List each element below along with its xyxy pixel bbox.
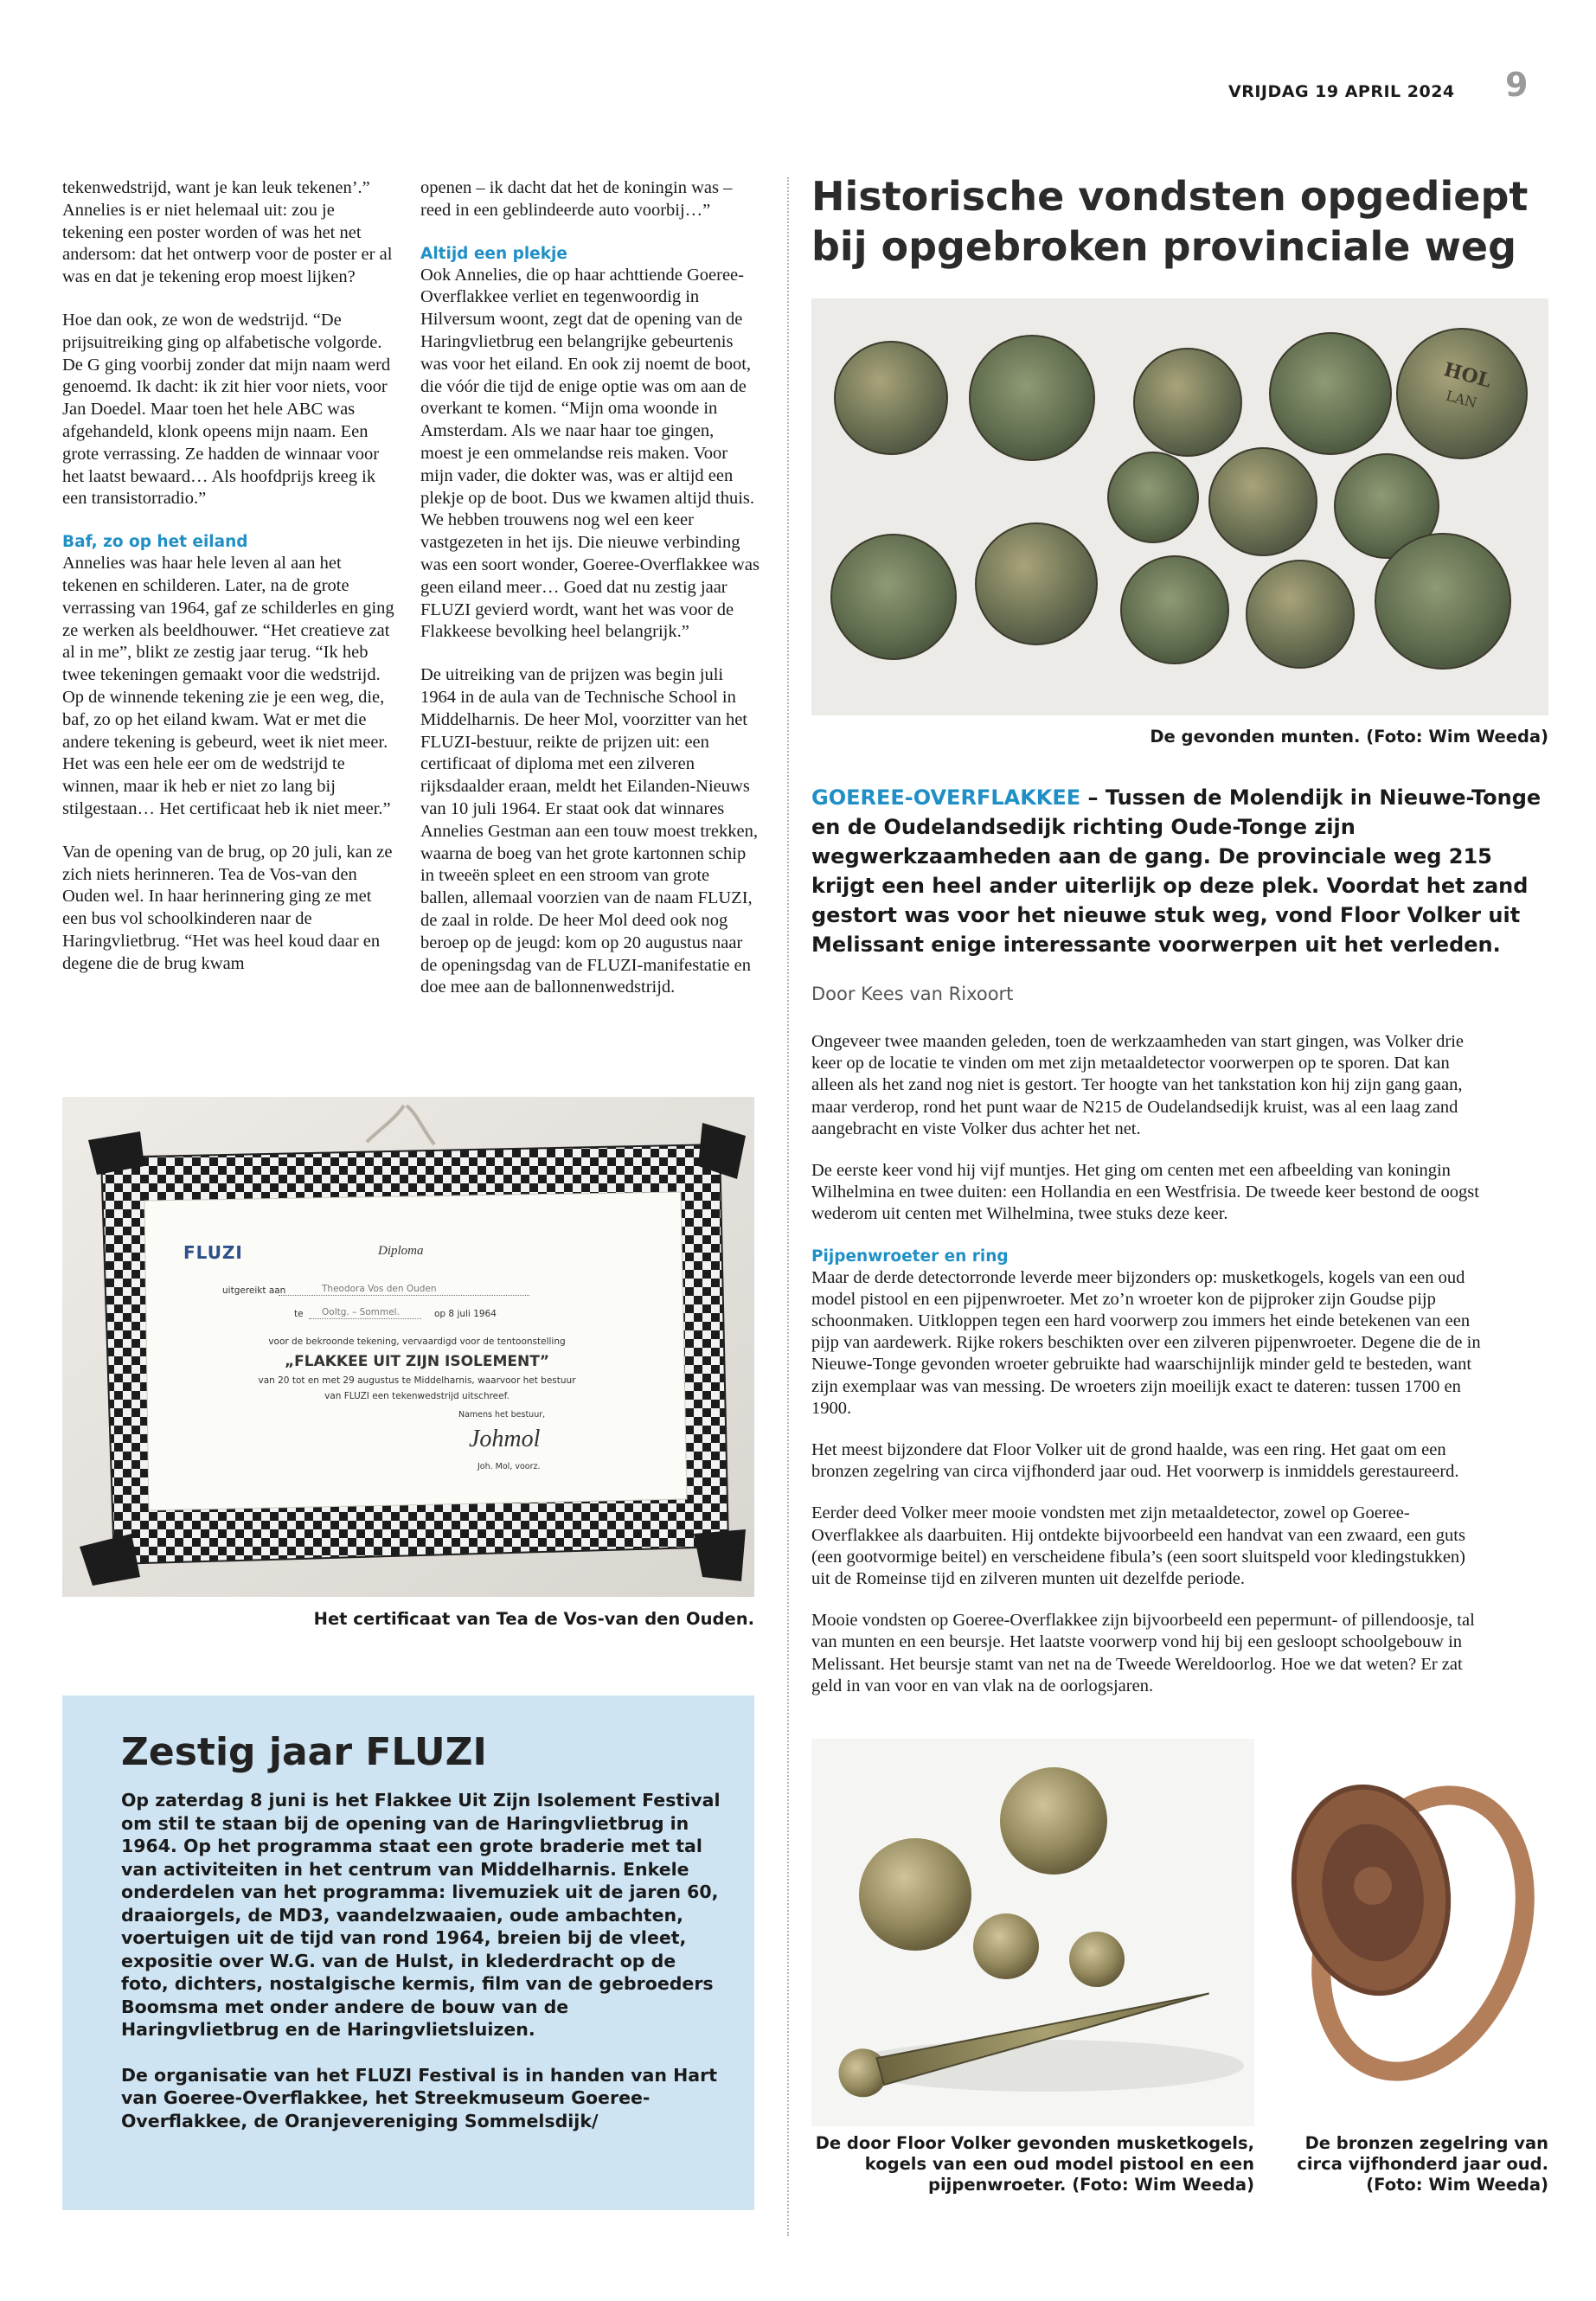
certificate-exhibition: „FLAKKEE UIT ZIJN ISOLEMENT” bbox=[284, 1353, 550, 1370]
subheading: Pijpenwroeter en ring bbox=[811, 1247, 1009, 1266]
certificate-awarded-value: Theodora Vos den Ouden bbox=[322, 1284, 437, 1294]
coin-mark: HOL bbox=[1441, 358, 1494, 393]
paragraph: Ongeveer twee maanden geleden, toen de werkzaamheden van start gingen, was Volker drie keer op de locatie te vinden om met zijn metaaldetector voorwerpen op te sporen. Dat kan alleen als het zand nog niet is gestort. Ter hoogte van het tankstation kon hij zijn gang gaan, maar verderop, rond het punt waar de N215 de Oudelandsedijk kruist, was al een laag zand aangebracht en viste Volker dus achter het net. bbox=[811, 1032, 1465, 1138]
certificate-illustration bbox=[62, 1097, 754, 1597]
coins-photo bbox=[811, 298, 1548, 715]
paragraph: tekenwedstrijd, want je kan leuk tekenen’.” Annelies is er niet helemaal uit: zou je tekening een poster worden of was het net andersom: dat het ontwerp voor de poster er al was en dat je tekening erop moest lijken? bbox=[62, 178, 393, 287]
headline: Historische vondsten opgediept bij opgebroken provinciale weg bbox=[811, 173, 1529, 270]
right-article-body bbox=[811, 1031, 1486, 1717]
lead-place: GOEREE-OVERFLAKKEE bbox=[811, 785, 1081, 810]
paragraph: Van de opening van de brug, op 20 juli, kan ze zich niets herinneren. Tea de Vos-van den Ouden wel. In haar herinnering ging ze met een bus vol schoolkinderen naar de Haringvlietbrug. “Het was heel koud daar en degene die de brug kwam bbox=[62, 842, 393, 973]
paragraph: Hoe dan ook, ze won de wedstrijd. “De prijsuitreiking ging op alfabetische volgorde. De G ging voorbij zonder dat mijn naam werd genoemd. Ik dacht: ik zit hier voor niets, voor Jan Doedel. Maar toen het hele ABC was afgehandeld, klonk opeens mijn naam. Een grote verrassing. Ze hadden de winnaar voor het laatst bewaard… Als hoofdprijs kreeg ik een transistorradio.” bbox=[62, 310, 391, 509]
certificate-line bbox=[309, 1318, 421, 1319]
certificate-date: op 8 juli 1964 bbox=[434, 1309, 497, 1319]
lead-text: – Tussen de Molendijk in Nieuwe-Tonge en de Oudelandsedijk richting Oude-Tonge zijn wegwerkzaamheden aan de gang. De provinciale weg 215 krijgt een heel ander uiterlijk op deze plek. Voordat het zand gestort was voor het nieuwe stuk weg, vond Floor Volker uit Melissant enige interessante voorwerpen uit het verleden. bbox=[811, 785, 1542, 957]
column-divider bbox=[787, 177, 789, 2236]
paragraph: De eerste keer vond hij vijf muntjes. Het ging om centen met een afbeelding van koningin Wilhelmina en twee duiten: een Hollandia en een Westfrisia. De tweede keer bestond de oogst wederom uit centen met Wilhelmina, twee stuks deze keer. bbox=[811, 1161, 1479, 1224]
coin-mark: LAN bbox=[1444, 387, 1479, 412]
certificate-board-label: Namens het bestuur, bbox=[458, 1410, 546, 1420]
musket-ball bbox=[1000, 1767, 1107, 1875]
certificate-awarded-label: uitgereikt aan bbox=[222, 1285, 286, 1296]
paragraph: Ook Annelies, die op haar achttiende Goeree-Overflakkee verliet en tegenwoordig in Hilversum woont, zegt dat de opening van de Haringvlietbrug een belangrijke gebeurtenis was voor het eiland. En ook zij noemt de boot, die vóór die tijd de enige optie was om aan de overkant te komen. “Mijn oma woonde in Amsterdam. Als we naar haar toe gingen, moest je een ommelandse reis maken. Voor mijn vader, die dokter was, was er altijd een plekje op de boot. Dus we kwamen altijd thuis. We hebben trouwens nog wel een keer vastgezeten in het ijs. Die nieuwe verbinding was een soort wonder, Goeree-Overflakkee was geen eiland meer… Goed dat nu zestig jaar FLUZI gevierd wordt, want het was voor de Flakkeese bevolking heel belangrijk.” bbox=[420, 265, 760, 642]
certificate-caption: Het certificaat van Tea de Vos-van den Ouden. bbox=[313, 1609, 754, 1629]
certificate-place-label: te bbox=[294, 1309, 304, 1319]
box-body bbox=[121, 1789, 727, 2155]
fluzi-info-box bbox=[62, 1695, 754, 2210]
certificate-logo: FLUZI bbox=[183, 1242, 243, 1263]
certificate-line-2: van 20 tot en met 29 augustus te Middelharnis, waarvoor het bestuur bbox=[258, 1375, 576, 1386]
paragraph: Mooie vondsten op Goeree-Overflakkee zijn bijvoorbeeld een pepermunt- of pillendoosje, tal van munten en een beursje. Het laatste voorwerp vond hij bij een gesloopt schoolgebouw in Melissant. Het beursje stamt van net na de Tweede Wereldoorlog. Hoe we dat weten? Er zat geld in van voor en van vlak na de oorlogsjaren. bbox=[811, 1611, 1475, 1695]
certificate-signature: Johmol bbox=[469, 1426, 541, 1452]
musket-balls-illustration bbox=[811, 1739, 1254, 2126]
coins-caption: De gevonden munten. (Foto: Wim Weeda) bbox=[1150, 727, 1548, 747]
paragraph: Annelies was haar hele leven al aan het tekenen en schilderen. Later, na de grote verrassing van 1964, gaf ze schilderles en ging ze werken als beeldhouwer. “Het creatieve zat al in me”, blikt ze zestig jaar terug. “Ik heb twee tekeningen gemaakt voor die wedstrijd. Op de winnende tekening zie je een weg, die, baf, zo op het eiland kwam. Wat er met die andere tekening is gebeurd, weet ik niet meer. Het was een hele eer om de wedstrijd te winnen, maar ik heb er niet zo lang bij stilgestaan… Het certificaat heb ik niet meer.” bbox=[62, 554, 394, 818]
musket-ball bbox=[973, 1913, 1039, 1979]
musket-balls-caption: De door Floor Volker gevonden musketkogels, kogels van een oud model pistool en een pijpenwroeter. (Foto: Wim Weeda) bbox=[815, 2133, 1254, 2195]
subheading: Altijd een plekje bbox=[420, 244, 567, 263]
box-title: Zestig jaar FLUZI bbox=[121, 1730, 487, 1774]
paragraph: openen – ik dacht dat het de koningin was – reed in een geblindeerde auto voorbij…” bbox=[420, 178, 733, 220]
coins-illustration bbox=[811, 298, 1548, 715]
paragraph: De uitreiking van de prijzen was begin juli 1964 in de aula van de Technische School in Middelharnis. De heer Mol, voorzitter van het FLUZI-bestuur, reikte de prijzen uit: een certificaat of diploma met een zilveren rijksdaalder eraan, meldt het Eilanden-Nieuws van 10 juli 1964. Er staat ook dat winnares Annelies Gestman aan een touw moest trekken, waarna de boeg van het grote kartonnen schip in tweeën spleet en een stroom van grote ballen, allemaal voorzien van de naam FLUZI, de zaal in rolde. De heer Mol deed ook nog beroep op de jeugd: kom op 20 augustus naar de openingsdag van de FLUZI-manifestatie en doe mee aan de ballonnenwedstrijd. bbox=[420, 665, 758, 997]
certificate-signer: Joh. Mol, voorz. bbox=[478, 1462, 541, 1471]
page-number: 9 bbox=[1505, 66, 1529, 104]
ring-photo bbox=[1276, 1730, 1548, 2126]
byline: Door Kees van Rixoort bbox=[811, 984, 1014, 1004]
certificate-line-1: voor de bekroonde tekening, vervaardigd voor de tentoonstelling bbox=[268, 1336, 566, 1347]
musket-ball bbox=[859, 1838, 971, 1951]
paragraph: Maar de derde detectorronde leverde meer bijzonders op: musketkogels, kogels van een oud model pistool en een pijpenwroeter. Met zo’n wroeter kon de pijproker zijn Goudse pijp schoonmaken. Uitkloppen tegen een hard voorwerp zou immers het einde betekenen van een pijp van aardewerk. Rijke rokers beschikten over een zilveren pijpenwroeter. Degene die de in Nieuwe-Tonge gevonden wroeter gebruikte had waarschijnlijk minder geld te besteden, want zijn exemplaar was van messing. De wroeters zijn moeilijk exact te dateren: tussen 1700 en 1900. bbox=[811, 1267, 1481, 1418]
left-article-column-2 bbox=[420, 177, 760, 1020]
certificate-line bbox=[279, 1295, 529, 1296]
article-lead bbox=[811, 783, 1548, 959]
issue-date: VRIJDAG 19 APRIL 2024 bbox=[1228, 82, 1455, 101]
certificate-place-value: Ooltg. – Sommel. bbox=[322, 1307, 400, 1317]
certificate-photo bbox=[62, 1097, 754, 1597]
subheading: Baf, zo op het eiland bbox=[62, 533, 248, 552]
certificate-title: Diploma bbox=[378, 1244, 424, 1258]
musket-balls-photo bbox=[811, 1739, 1254, 2126]
paragraph: Eerder deed Volker meer mooie vondsten met zijn metaaldetector, zowel op Goeree-Overflakkee als daarbuiten. Hij ontdekte bijvoorbeeld een handvat van een zwaard, een guts (een gootvormige beitel) en verscheidene fibula’s (een soort sluitspeld voor kledingstukken) uit de Romeinse tijd en zilveren munten uit dezelfde periode. bbox=[811, 1503, 1466, 1589]
left-article-column-1 bbox=[62, 177, 400, 997]
ring-caption: De bronzen zegelring van circa vijfhonderd jaar oud. (Foto: Wim Weeda) bbox=[1297, 2133, 1548, 2195]
ring-illustration bbox=[1276, 1730, 1548, 2126]
box-paragraph: Op zaterdag 8 juni is het Flakkee Uit Zijn Isolement Festival om stil te staan bij de opening van de Haringvlietbrug in 1964. Op het programma staat een grote braderie met tal van activiteiten in het centrum van Middelharnis. Enkele onderdelen van het programma: livemuziek uit de jaren 60, draaiorgels, de MD3, vaandelzwaaien, oude ambachten, voertuigen uit de tijd van rond 1964, breien bij de vleet, expositie over W.G. van de Hulst, in klederdracht op de foto, dichters, nostalgische kermis, film van de gebroeders Boomsma met onder andere de bouw van de Haringvlietbrug en de Haringvlietsluizen. bbox=[121, 1790, 721, 2040]
certificate-line-3: van FLUZI een tekenwedstrijd uitschreef. bbox=[324, 1391, 510, 1401]
paragraph: Het meest bijzondere dat Floor Volker uit de grond haalde, was een ring. Het gaat om een bronzen zegelring van circa vijfhonderd jaar oud. Het voorwerp is inmiddels gerestaureerd. bbox=[811, 1440, 1459, 1482]
musket-ball bbox=[1069, 1932, 1125, 1987]
box-paragraph: De organisatie van het FLUZI Festival is in handen van Hart van Goeree-Overflakkee, het Streekmuseum Goeree-Overflakkee, de Oranjevereniging Sommelsdijk/ bbox=[121, 2064, 718, 2131]
